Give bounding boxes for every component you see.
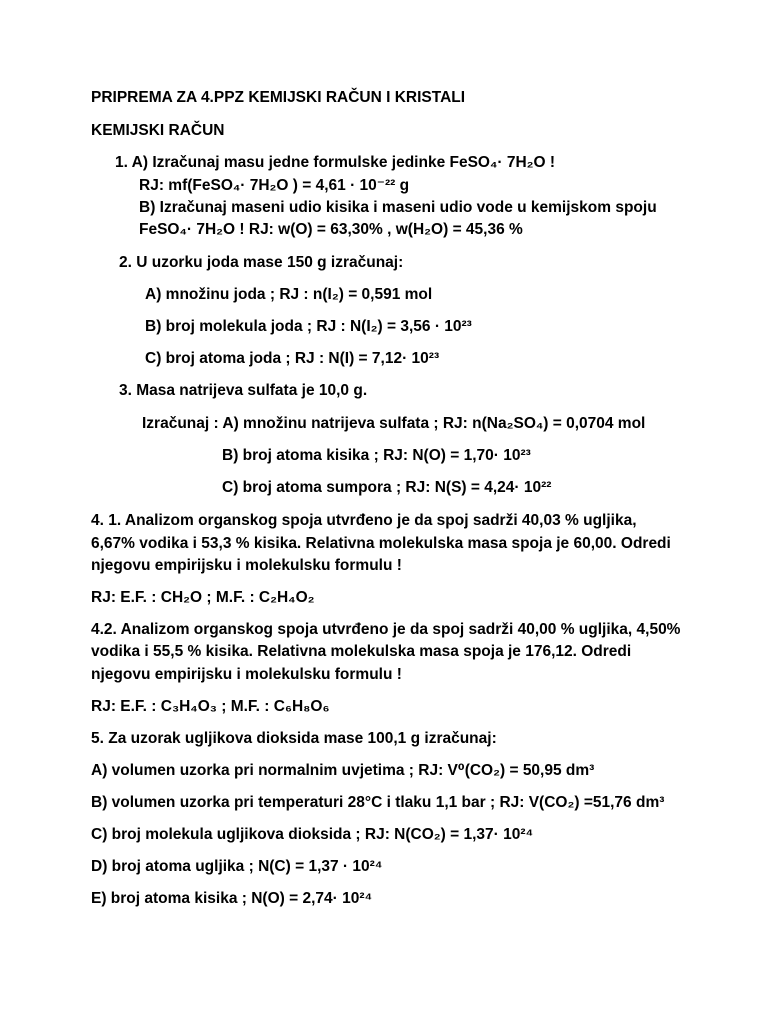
q3-b: B) broj atoma kisika ; RJ: N(O) = 1,70· 10²³	[222, 447, 531, 464]
q4-1-answer: RJ: E.F. : CH₂O ; M.F. : C₂H₄O₂	[91, 589, 315, 606]
q3-c: C) broj atoma sumpora ; RJ: N(S) = 4,24· 10²²	[222, 479, 552, 496]
q4-2-line-3: njegovu empirijsku i molekulsku formulu !	[91, 666, 402, 683]
q2-intro: 2. U uzorku joda mase 150 g izračunaj:	[119, 254, 404, 271]
q5-e: E) broj atoma kisika ; N(O) = 2,74· 10²⁴	[91, 890, 373, 907]
q5-a: A) volumen uzorka pri normalnim uvjetima ; RJ: V⁰(CO₂) = 50,95 dm³	[91, 762, 595, 779]
q1-b-answer: FeSO₄· 7H₂O ! RJ: w(O) = 63,30% , w(H₂O) = 45,36 %	[139, 221, 523, 238]
q3-intro: 3. Masa natrijeva sulfata je 10,0 g.	[119, 382, 368, 399]
section-title: KEMIJSKI RAČUN	[91, 122, 225, 139]
q4-2-line-1: 4.2. Analizom organskog spoja utvrđeno je da spoj sadrži 40,00 % ugljika, 4,50%	[91, 621, 681, 638]
q1-a-text: 1. A) Izračunaj masu jedne formulske jedinke FeSO₄· 7H₂O !	[115, 154, 556, 171]
q2-a: A) množinu joda ; RJ : n(I₂) = 0,591 mol	[145, 286, 433, 303]
q4-2-line-2: vodika i 55,5 % kisika. Relativna molekulska masa spoja je 176,12. Odredi	[91, 643, 632, 660]
q5-b: B) volumen uzorka pri temperaturi 28°C i tlaku 1,1 bar ; RJ: V(CO₂) =51,76 dm³	[91, 794, 665, 811]
q2-b: B) broj molekula joda ; RJ : N(I₂) = 3,56 · 10²³	[145, 318, 472, 335]
q2-c: C) broj atoma joda ; RJ : N(I) = 7,12· 10²³	[145, 350, 440, 367]
q5-d: D) broj atoma ugljika ; N(C) = 1,37 · 10²⁴	[91, 858, 383, 875]
document-title: PRIPREMA ZA 4.PPZ KEMIJSKI RAČUN I KRISTALI	[91, 89, 466, 106]
q4-2-answer: RJ: E.F. : C₃H₄O₃ ; M.F. : C₆H₈O₆	[91, 698, 330, 715]
q1-b-text: B) Izračunaj maseni udio kisika i maseni udio vode u kemijskom spoju	[139, 199, 657, 216]
q3-a: Izračunaj : A) množinu natrijeva sulfata ; RJ: n(Na₂SO₄) = 0,0704 mol	[142, 415, 646, 432]
q5-c: C) broj molekula ugljikova dioksida ; RJ: N(CO₂) = 1,37· 10²⁴	[91, 826, 534, 843]
q1-a-answer: RJ: mf(FeSO₄· 7H₂O ) = 4,61 · 10⁻²² g	[139, 177, 410, 194]
q4-1-line-3: njegovu empirijsku i molekulsku formulu !	[91, 557, 402, 574]
q4-1-line-1: 4. 1. Analizom organskog spoja utvrđeno je da spoj sadrži 40,03 % ugljika,	[91, 512, 637, 529]
q4-1-line-2: 6,67% vodika i 53,3 % kisika. Relativna molekulska masa spoja je 60,00. Odredi	[91, 535, 671, 552]
q5-intro: 5. Za uzorak ugljikova dioksida mase 100,1 g izračunaj:	[91, 730, 497, 747]
